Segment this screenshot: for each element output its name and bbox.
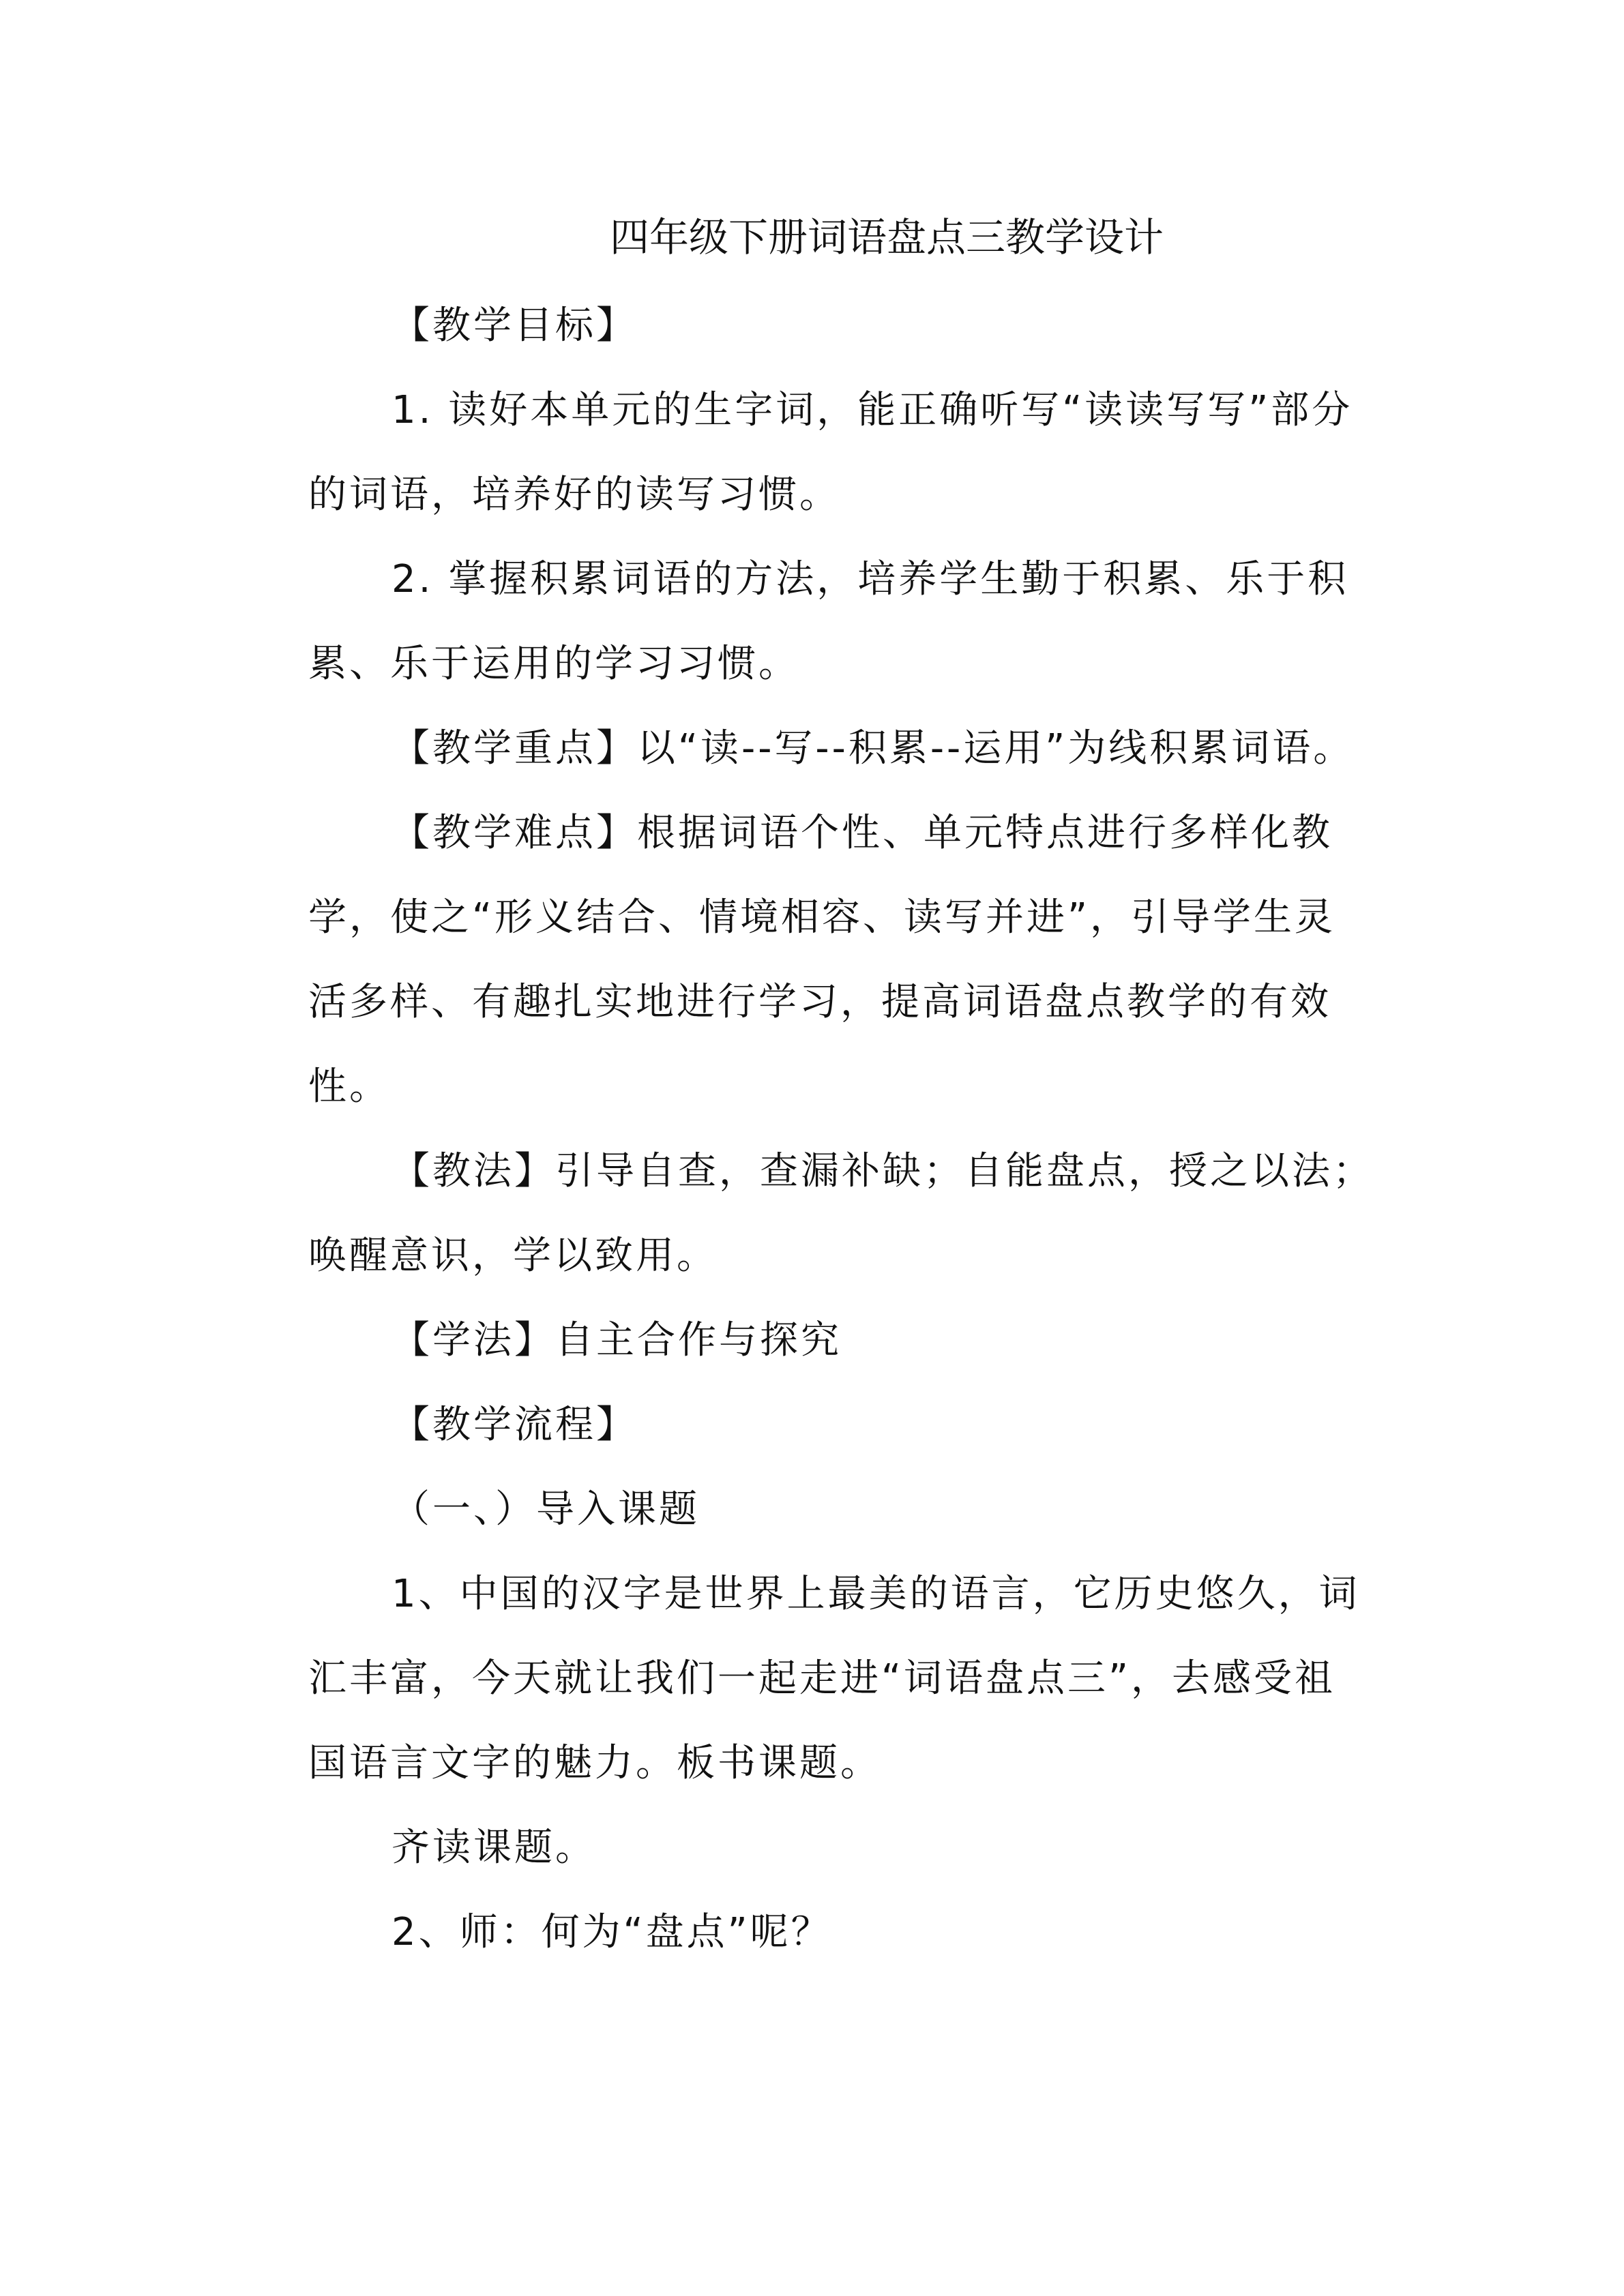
section-heading-process: 【教学流程】 xyxy=(392,1403,637,1447)
objective-item-2: 2. 掌握积累词语的方法，培养学生勤于积累、乐于积累、乐于运用的学习习惯。 xyxy=(308,557,1349,686)
teaching-focus: 【教学重点】以“读--写--积累--运用”为线积累词语。 xyxy=(392,726,1355,771)
document-title: 四年级下册词语盘点三教学设计 xyxy=(609,214,1164,260)
process-step-intro: （一、）导入课题 xyxy=(392,1487,700,1532)
document-body xyxy=(308,284,1376,1975)
teaching-method: 【教法】引导自查，查漏补缺；自能盘点，授之以法；唤醒意识，学以致用。 xyxy=(308,1149,1374,1278)
section-heading-objectives: 【教学目标】 xyxy=(392,303,637,348)
learning-method: 【学法】自主合作与探究 xyxy=(392,1318,842,1362)
objective-item-1: 1. 读好本单元的生字词，能正确听写“读读写写”部分的词语，培养好的读写习惯。 xyxy=(308,388,1353,517)
process-item-1: 1、中国的汉字是世界上最美的语言，它历史悠久，词汇丰富，今天就让我们一起走进“词语盘点三”，去感受祖国语言文字的魅力。板书课题。 xyxy=(308,1572,1360,1785)
process-item-read-title: 齐读课题。 xyxy=(392,1825,596,1870)
process-item-2: 2、师：何为“盘点”呢？ xyxy=(392,1910,832,1954)
teaching-difficulty: 【教学难点】根据词语个性、单元特点进行多样化教学，使之“形义结合、情境相容、读写并进”，引导学生灵活多样、有趣扎实地进行学习，提高词语盘点教学的有效性。 xyxy=(308,811,1336,1109)
